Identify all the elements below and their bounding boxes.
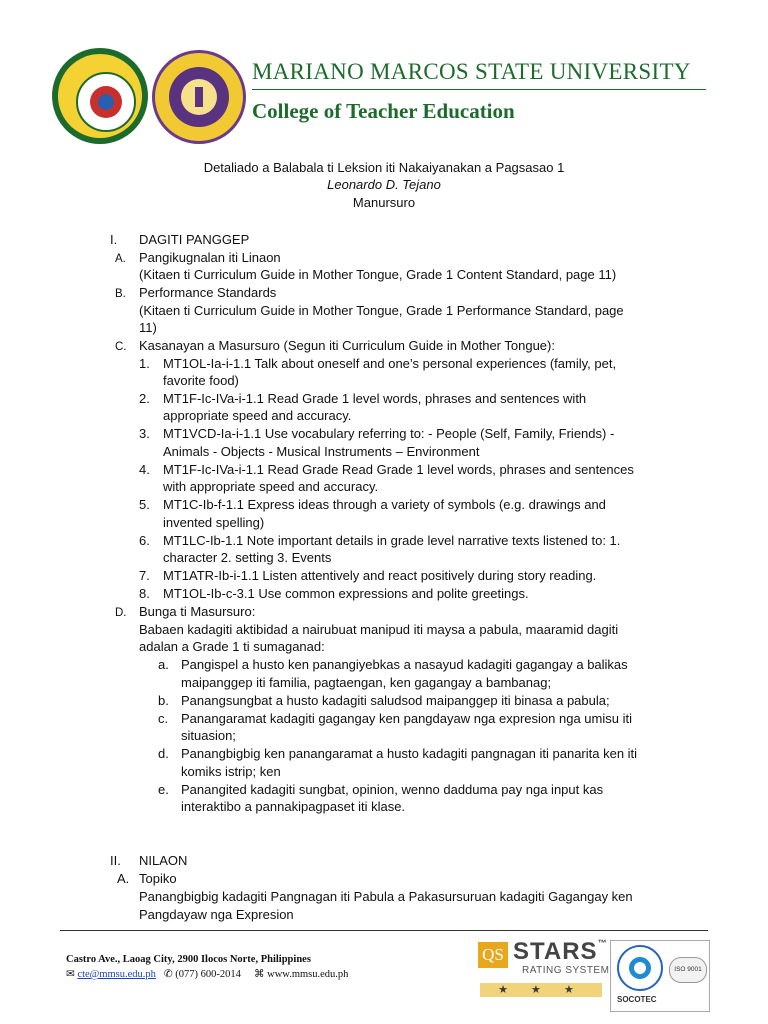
subsection-note: 11) (139, 320, 157, 335)
subsection-title: Bunga ti Masursuro: (139, 604, 256, 619)
list-item-letter: c. (158, 711, 169, 726)
subsection-title-note: (Segun iti Curriculum Guide in Mother Tongue): (279, 338, 555, 353)
section-number: II. (110, 853, 121, 868)
subsection-title: Pangikugnalan iti Linaon (139, 250, 281, 265)
list-item: MT1OL-Ib-c-3.1 Use common expressions and polite greetings. (163, 586, 529, 601)
website-link[interactable]: www.mmsu.edu.ph (267, 969, 349, 980)
subsection-text: Panangbigbig kadagiti Pangnagan iti Pabula a Pakasursuruan kadagiti Gagangay ken (139, 889, 633, 904)
list-item-cont: situasion; (181, 728, 236, 743)
qs-logo: QS (478, 942, 508, 968)
list-item-letter: e. (158, 782, 169, 797)
list-item-number: 7. (139, 568, 150, 583)
footer-address: Castro Ave., Laoag City, 2900 Ilocos Norte, Philippines (66, 954, 311, 965)
list-item: MT1VCD-Ia-i-1.1 Use vocabulary referring to: - People (Self, Family, Friends) - (163, 426, 615, 441)
list-item-letter: a. (158, 657, 169, 672)
phone-icon: ✆ (163, 969, 173, 980)
footer-contacts (66, 968, 348, 980)
mmsu-seal-logo (52, 48, 148, 144)
subsection-title: Topiko (139, 871, 177, 886)
globe-icon: ⌘ (254, 969, 265, 980)
email-link[interactable]: cte@mmsu.edu.ph (77, 969, 156, 980)
list-item-letter: d. (158, 746, 169, 761)
author-role: Manursuro (352, 195, 416, 210)
subsection-marker: A. (117, 871, 130, 886)
list-item: Panangaramat kadagiti gagangay ken pangdayaw nga expresion nga umisu iti (181, 711, 632, 726)
phone-number: (077) 600-2014 (175, 969, 241, 980)
subsection-title: Kasanayan a Masursuro (139, 338, 280, 353)
list-item-number: 6. (139, 533, 150, 548)
section-number: I. (110, 232, 118, 247)
college-name: College of Teacher Education (252, 99, 515, 123)
list-item-cont: with appropriate speed and accuracy. (163, 479, 379, 494)
list-item-cont: Animals - Objects - Musical Instruments – Environment (163, 444, 480, 459)
subsection-title-line (139, 337, 555, 355)
document-title: Detaliado a Balabala ti Leksion iti Nakaiyanakan a Pagsasao 1 (203, 160, 565, 175)
list-item-number: 4. (139, 462, 150, 477)
list-item-number: 3. (139, 426, 150, 441)
star-rating-icon: ★ ★ ★ (480, 983, 602, 997)
list-item: MT1F-Ic-IVa-i-1.1 Read Grade 1 level words, phrases and sentences with (163, 391, 587, 406)
iso-certification-logo (610, 940, 710, 1012)
subsection-text-cont: Pangdayaw nga Expresion (139, 907, 294, 922)
list-item-cont: invented spelling) (163, 515, 265, 530)
list-item-cont: maipanggep iti familia, pagtaengan, ken gagangay a bambanag; (181, 675, 552, 690)
stars-logo-text: STARS™ (513, 938, 608, 965)
subsection-marker: A. (115, 253, 126, 265)
subsection-note: (Kitaen ti Curriculum Guide in Mother Tongue, Grade 1 Content Standard, page 11) (139, 267, 617, 282)
list-item-number: 2. (139, 391, 150, 406)
list-item-cont: interaktibo a pannakipagpaset iti klase. (181, 799, 406, 814)
mail-icon: ✉ (66, 969, 75, 980)
list-item: Panangsungbat a husto kadagiti saludsod maipanggep iti binasa a pabula; (181, 693, 610, 708)
iso-badge: ISO 9001 (669, 957, 707, 983)
list-item-letter: b. (158, 693, 169, 708)
subsection-intro: Babaen kadagiti aktibidad a nairubuat manipud iti maysa a pabula, maaramid dagiti (139, 622, 619, 637)
footer-divider (60, 930, 708, 931)
list-item-cont: character 2. setting 3. Events (163, 550, 332, 565)
subsection-intro-cont: adalan a Grade 1 ti sumaganad: (139, 639, 325, 654)
list-item: Panangbigbig ken panangaramat a husto kadagiti pangnagan iti panarita ken iti (181, 746, 638, 761)
list-item: MT1LC-Ib-1.1 Note important details in grade level narrative texts listened to: 1. (163, 533, 621, 548)
list-item: MT1OL-Ia-i-1.1 Talk about oneself and one’s personal experiences (family, pet, (163, 356, 617, 371)
list-item-cont: favorite food) (163, 373, 239, 388)
list-item: Pangispel a husto ken panangiyebkas a nasayud kadagiti gagangay a balikas (181, 657, 628, 672)
socotec-emblem-icon (629, 957, 651, 979)
list-item-cont: appropriate speed and accuracy. (163, 408, 352, 423)
rating-system-label: RATING SYSTEM (522, 965, 610, 976)
list-item-number: 5. (139, 497, 150, 512)
list-item-cont: komiks istrip; ken (181, 764, 281, 779)
subsection-marker: B. (115, 288, 126, 300)
university-name: MARIANO MARCOS STATE UNIVERSITY (252, 59, 691, 84)
subsection-title: Performance Standards (139, 285, 277, 300)
list-item-number: 8. (139, 586, 150, 601)
list-item: MT1C-Ib-f-1.1 Express ideas through a variety of symbols (e.g. drawings and (163, 497, 606, 512)
list-item: MT1ATR-Ib-i-1.1 Listen attentively and react positively during story reading. (163, 568, 597, 583)
list-item-number: 1. (139, 356, 150, 371)
section-heading: DAGITI PANGGEP (139, 232, 250, 247)
list-item: MT1F-Ic-IVa-i-1.1 Read Grade Read Grade 1 level words, phrases and sentences (163, 462, 634, 477)
subsection-note: (Kitaen ti Curriculum Guide in Mother Tongue, Grade 1 Performance Standard, page (139, 303, 624, 318)
document-author: Leonardo D. Tejano (327, 177, 441, 192)
cte-seal-logo (152, 50, 246, 144)
section-heading: NILAON (139, 853, 188, 868)
subsection-marker: D. (115, 607, 127, 619)
header-divider (252, 89, 706, 90)
subsection-marker: C. (115, 341, 127, 353)
list-item: Panangited kadagiti sungbat, opinion, wenno dadduma pay nga input kas (181, 782, 604, 797)
socotec-label: SOCOTEC (617, 995, 657, 1004)
